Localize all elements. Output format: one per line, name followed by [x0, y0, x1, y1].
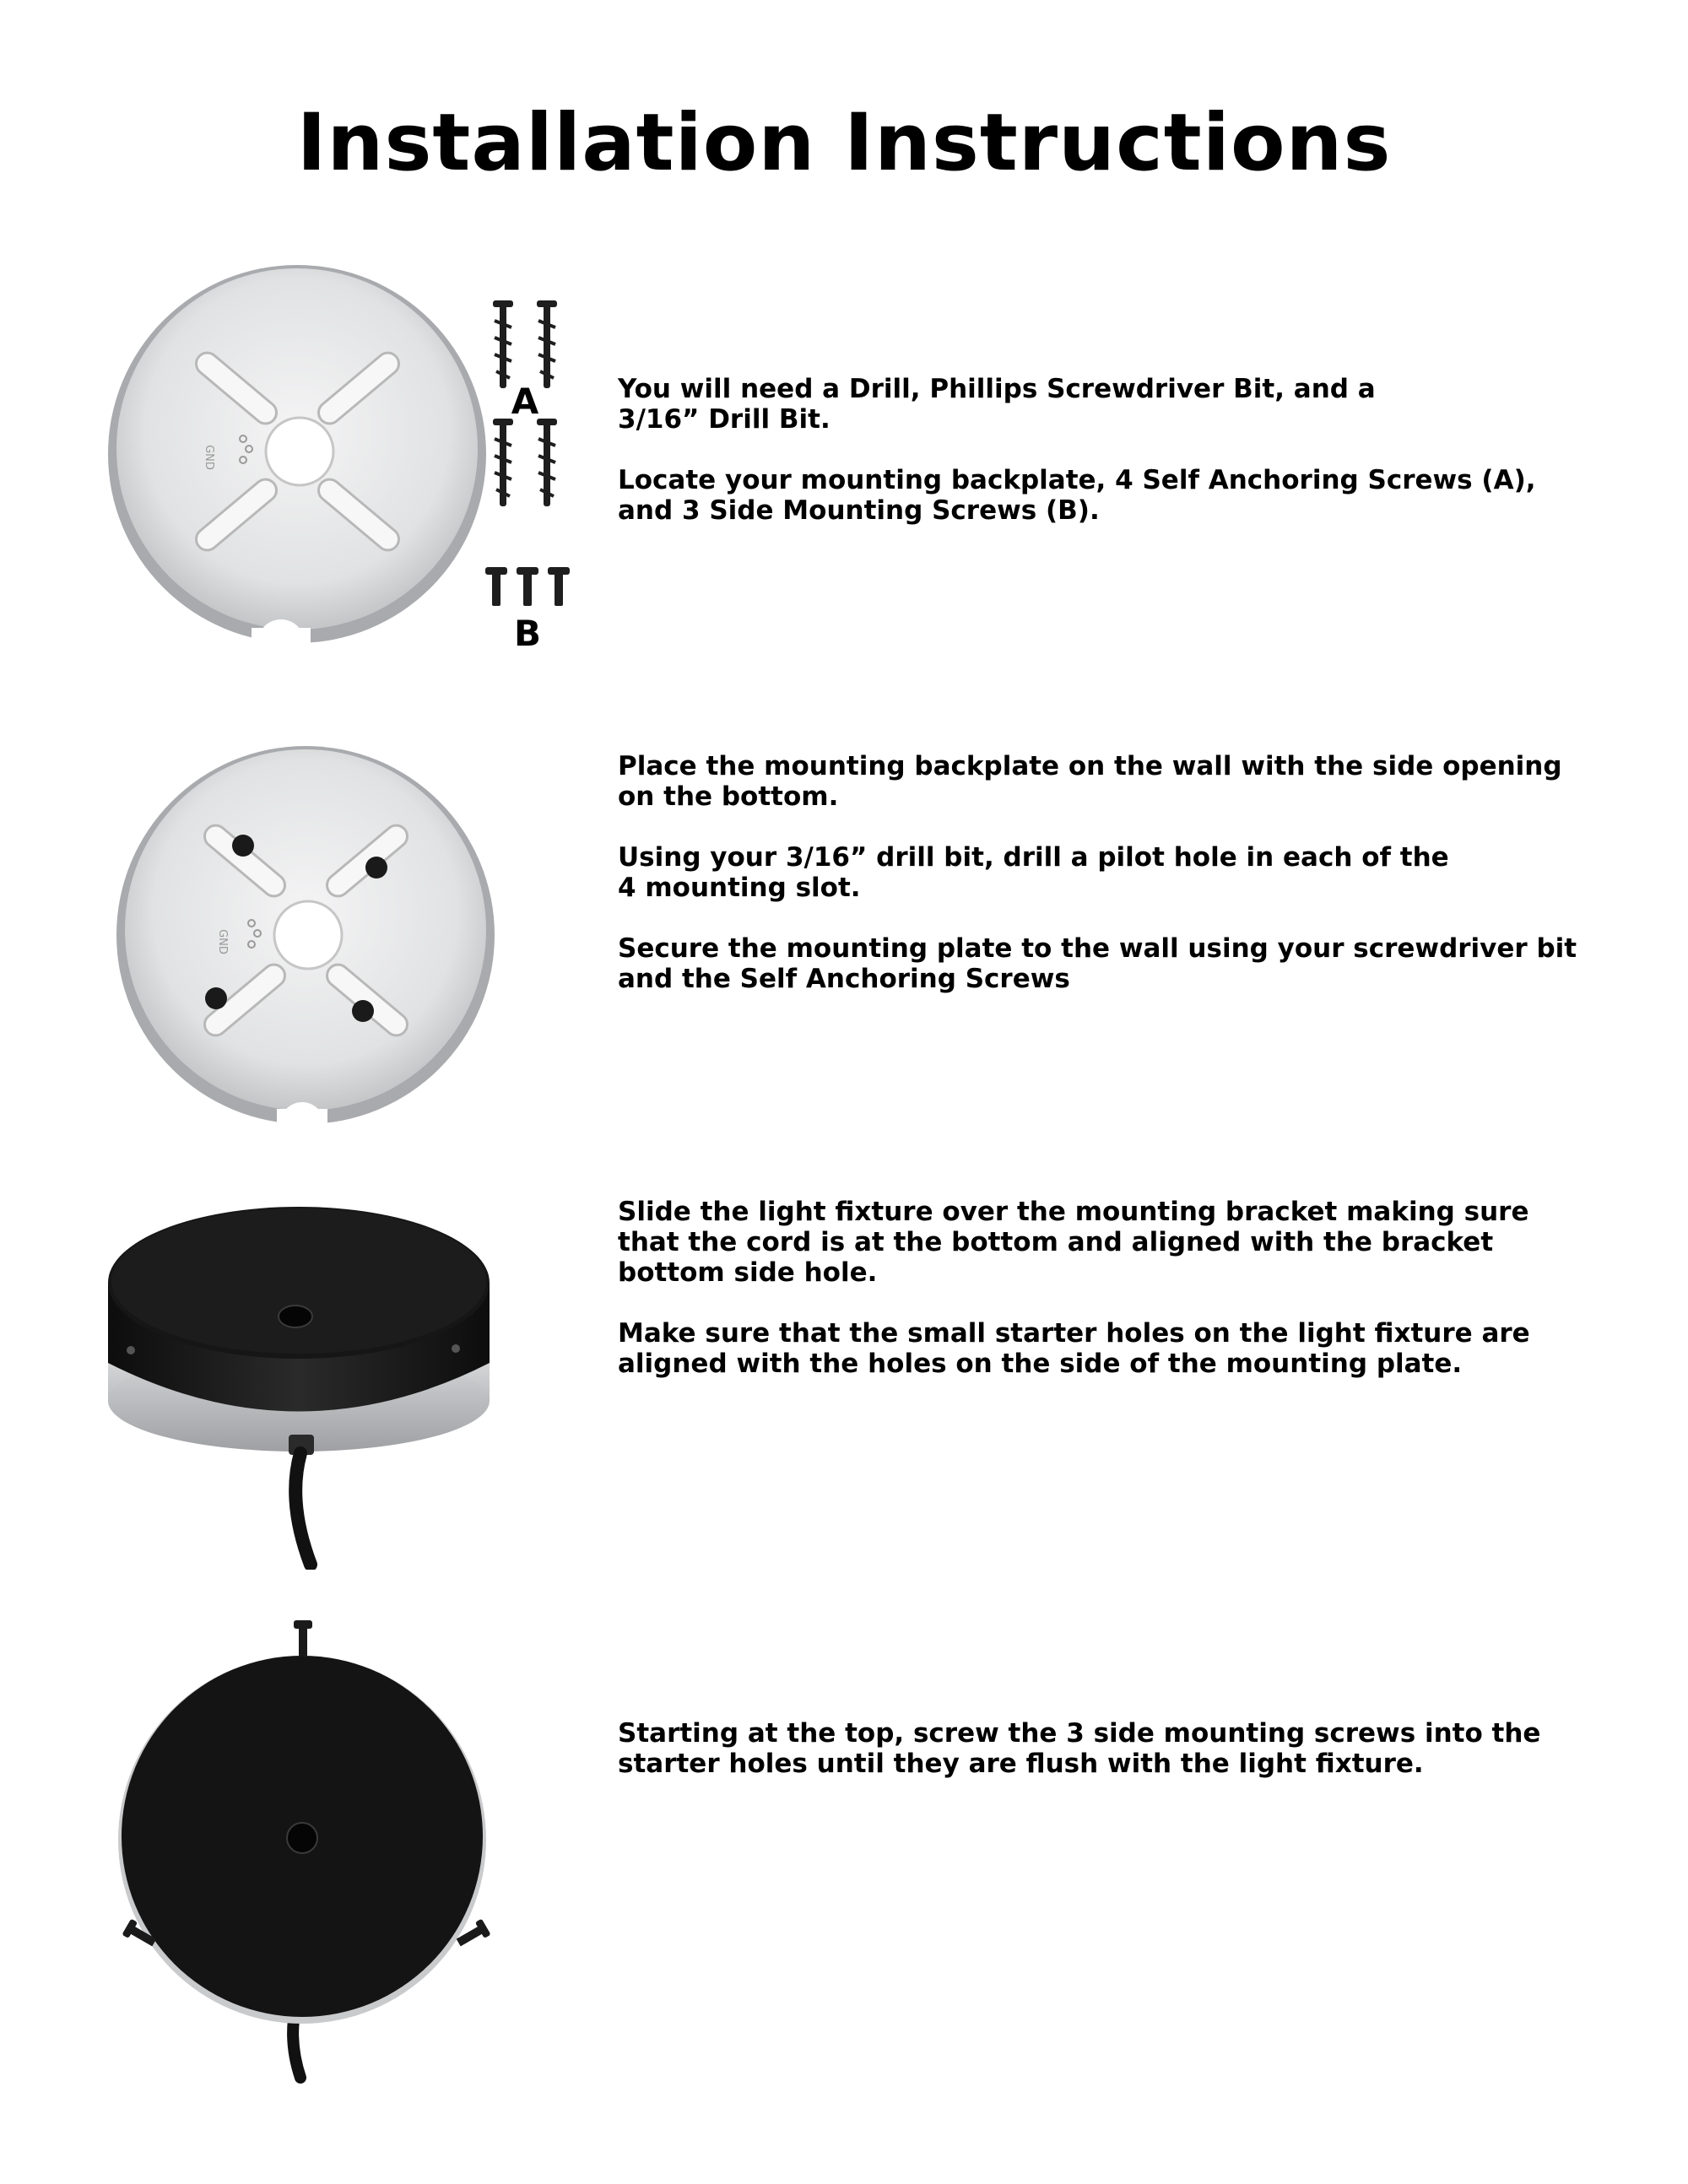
step-3-text — [618, 1197, 1614, 1379]
step-2-paragraph-1: Place the mounting backplate on the wall with the side opening on the bottom. — [618, 751, 1562, 812]
light-fixture-side-image — [108, 1207, 490, 1565]
step-1-paragraph-2: Locate your mounting backplate, 4 Self Anchoring Screws (A), and 3 Side Mounting Screws (B). — [618, 465, 1536, 526]
light-fixture-front-image — [118, 1620, 491, 2078]
step-2-figure — [110, 743, 506, 1131]
screw-label-b: B — [513, 613, 542, 654]
plate-gnd-mark: GND — [216, 929, 229, 954]
step-3-paragraph-1: Slide the light fixture over the mounting bracket making sure that the cord is at the bottom and aligned with the bracket bottom side hole. — [618, 1197, 1529, 1288]
page-title: Installation Instructions — [296, 97, 1392, 189]
step-3-figure — [93, 1190, 515, 1570]
side-mounting-screws-image — [485, 567, 570, 606]
mounted-backplate-image — [116, 746, 495, 1131]
step-2-paragraph-3: Secure the mounting plate to the wall using your screwdriver bit and the Self Anchoring Screws — [618, 933, 1577, 994]
step-2-text — [618, 751, 1614, 994]
step-1-figure — [101, 262, 591, 658]
step-4-text — [618, 1718, 1614, 1779]
plate-gnd-mark: GND — [203, 445, 215, 470]
step-4-paragraph-1: Starting at the top, screw the 3 side mounting screws into the starter holes until they are flush with the light fixture. — [618, 1718, 1541, 1779]
backplate-image — [108, 265, 486, 658]
step-1-paragraph-1: You will need a Drill, Phillips Screwdriver Bit, and a 3/16” Drill Bit. — [618, 374, 1376, 435]
screw-label-a: A — [511, 381, 539, 422]
step-4-figure — [101, 1612, 506, 2084]
step-1-text — [618, 374, 1614, 526]
step-3-paragraph-2: Make sure that the small starter holes on the light fixture are aligned with the holes on the side of the mounting plate. — [618, 1318, 1530, 1379]
step-2-paragraph-2: Using your 3/16” drill bit, drill a pilot hole in each of the 4 mounting slot. — [618, 842, 1449, 903]
